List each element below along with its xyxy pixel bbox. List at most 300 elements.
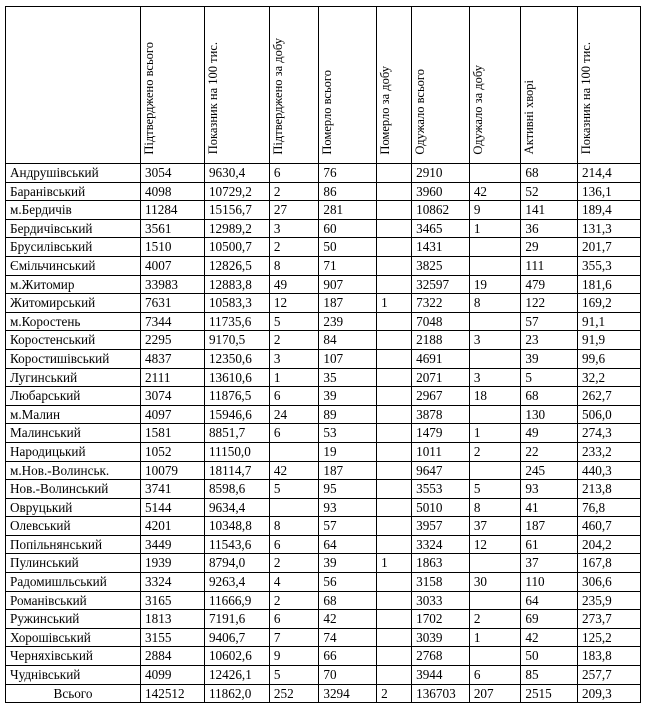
table-cell: 2884 (141, 647, 205, 666)
table-row (6, 387, 641, 406)
total-cell: 2515 (521, 684, 578, 703)
table-cell (377, 201, 412, 220)
table-cell: 1431 (412, 238, 470, 257)
table-cell: 11543,6 (204, 535, 269, 554)
table-row (6, 535, 641, 554)
table-cell (377, 256, 412, 275)
district-name-cell: Народицький (6, 442, 141, 461)
district-name-cell: Романівський (6, 591, 141, 610)
table-cell: 68 (521, 164, 578, 183)
table-cell: 2 (269, 182, 318, 201)
table-cell: 71 (319, 256, 377, 275)
table-cell (269, 442, 318, 461)
table-cell (377, 405, 412, 424)
table-cell: 1939 (141, 554, 205, 573)
table-cell: 12 (469, 535, 521, 554)
table-cell (377, 517, 412, 536)
district-name-cell: Попільнянський (6, 535, 141, 554)
table-cell: 1 (377, 294, 412, 313)
district-name-cell: м.Коростень (6, 312, 141, 331)
table-cell: 10079 (141, 461, 205, 480)
table-cell: 5 (269, 312, 318, 331)
table-cell: 7 (269, 628, 318, 647)
table-cell (377, 312, 412, 331)
table-row (6, 275, 641, 294)
table-cell: 7631 (141, 294, 205, 313)
table-cell: 3054 (141, 164, 205, 183)
table-cell: 8 (269, 256, 318, 275)
table-cell: 8 (469, 294, 521, 313)
district-name-cell: м.Нов.-Волинськ. (6, 461, 141, 480)
total-row (6, 684, 641, 703)
table-cell: 99,6 (578, 349, 641, 368)
table-cell: 1813 (141, 610, 205, 629)
table-cell: 3324 (141, 573, 205, 592)
table-row (6, 238, 641, 257)
table-cell: 39 (319, 387, 377, 406)
table-cell: 440,3 (578, 461, 641, 480)
table-row (6, 591, 641, 610)
table-cell: 1 (469, 219, 521, 238)
table-cell (377, 628, 412, 647)
table-row (6, 219, 641, 238)
table-cell (469, 405, 521, 424)
table-cell: 2188 (412, 331, 470, 350)
table-cell: 68 (521, 387, 578, 406)
table-cell: 7322 (412, 294, 470, 313)
table-cell: 23 (521, 331, 578, 350)
table-cell: 213,8 (578, 480, 641, 499)
table-row (6, 610, 641, 629)
district-name-cell: м.Малин (6, 405, 141, 424)
table-cell: 50 (319, 238, 377, 257)
table-cell: 3 (469, 331, 521, 350)
table-cell: 1 (469, 628, 521, 647)
table-cell: 6 (469, 666, 521, 685)
table-cell: 39 (521, 349, 578, 368)
district-name-cell: Коростишівський (6, 349, 141, 368)
table-cell: 12 (269, 294, 318, 313)
table-cell: 262,7 (578, 387, 641, 406)
table-cell: 52 (521, 182, 578, 201)
table-cell: 57 (319, 517, 377, 536)
table-cell: 9 (469, 201, 521, 220)
table-row (6, 182, 641, 201)
table-cell: 9647 (412, 461, 470, 480)
table-cell (377, 424, 412, 443)
total-cell: 3294 (319, 684, 377, 703)
table-cell: 3155 (141, 628, 205, 647)
table-cell: 84 (319, 331, 377, 350)
district-name-cell: Чуднівський (6, 666, 141, 685)
table-cell: 355,3 (578, 256, 641, 275)
table-cell: 2 (469, 442, 521, 461)
district-name-cell: Ружинський (6, 610, 141, 629)
table-cell: 76,8 (578, 498, 641, 517)
table-cell: 3074 (141, 387, 205, 406)
table-cell: 110 (521, 573, 578, 592)
table-cell (377, 666, 412, 685)
table-cell: 111 (521, 256, 578, 275)
table-row (6, 480, 641, 499)
table-row (6, 442, 641, 461)
table-cell: 460,7 (578, 517, 641, 536)
table-cell: 4099 (141, 666, 205, 685)
header-cell-confirmed-daily: Підтверджено за добу (269, 7, 318, 164)
table-cell: 36 (521, 219, 578, 238)
table-cell: 61 (521, 535, 578, 554)
table-cell (377, 219, 412, 238)
table-cell: 27 (269, 201, 318, 220)
table-cell: 9263,4 (204, 573, 269, 592)
table-cell: 11666,9 (204, 591, 269, 610)
table-cell: 95 (319, 480, 377, 499)
table-cell: 93 (521, 480, 578, 499)
table-cell: 3957 (412, 517, 470, 536)
table-cell: 2 (269, 331, 318, 350)
header-cell-confirmed-total: Підтверджено всього (141, 7, 205, 164)
table-cell: 10583,3 (204, 294, 269, 313)
table-cell: 64 (521, 591, 578, 610)
table-cell: 5 (469, 480, 521, 499)
table-cell: 5 (269, 666, 318, 685)
table-cell: 4201 (141, 517, 205, 536)
table-cell: 107 (319, 349, 377, 368)
table-cell: 10602,6 (204, 647, 269, 666)
table-cell: 11284 (141, 201, 205, 220)
table-cell: 5 (521, 368, 578, 387)
header-cell-recovered-daily: Одужало за добу (469, 7, 521, 164)
table-cell: 136,1 (578, 182, 641, 201)
table-cell: 5010 (412, 498, 470, 517)
table-cell (377, 573, 412, 592)
header-cell-recovered-total: Одужало всього (412, 7, 470, 164)
table-cell: 2 (269, 238, 318, 257)
table-cell (377, 349, 412, 368)
header-cell-active-rate-per-100k: Показник на 100 тис. (578, 7, 641, 164)
table-cell: 141 (521, 201, 578, 220)
table-cell: 8851,7 (204, 424, 269, 443)
table-cell: 18114,7 (204, 461, 269, 480)
table-cell: 69 (521, 610, 578, 629)
table-cell: 3825 (412, 256, 470, 275)
table-cell (469, 461, 521, 480)
table-row (6, 647, 641, 666)
table-cell: 12826,5 (204, 256, 269, 275)
table-cell: 10500,7 (204, 238, 269, 257)
table-row (6, 368, 641, 387)
district-name-cell: Лугинський (6, 368, 141, 387)
table-cell (377, 480, 412, 499)
district-name-cell: Олевський (6, 517, 141, 536)
table-cell: 15156,7 (204, 201, 269, 220)
header-cell-district (6, 7, 141, 164)
table-cell: 32,2 (578, 368, 641, 387)
district-name-cell: Брусилівський (6, 238, 141, 257)
table-cell: 1479 (412, 424, 470, 443)
table-cell: 1052 (141, 442, 205, 461)
table-cell: 53 (319, 424, 377, 443)
table-cell: 3741 (141, 480, 205, 499)
table-cell (377, 164, 412, 183)
table-cell (377, 368, 412, 387)
table-cell: 86 (319, 182, 377, 201)
table-cell: 2910 (412, 164, 470, 183)
total-cell: 136703 (412, 684, 470, 703)
table-cell: 257,7 (578, 666, 641, 685)
table-cell: 11735,6 (204, 312, 269, 331)
table-cell (469, 554, 521, 573)
table-cell: 181,6 (578, 275, 641, 294)
table-cell: 13610,6 (204, 368, 269, 387)
table-cell: 6 (269, 610, 318, 629)
table-row (6, 517, 641, 536)
district-name-cell: Овруцький (6, 498, 141, 517)
table-row (6, 312, 641, 331)
table-cell: 91,9 (578, 331, 641, 350)
district-name-cell: Нов.-Волинський (6, 480, 141, 499)
table-row (6, 424, 641, 443)
table-cell: 4837 (141, 349, 205, 368)
table-cell: 187 (319, 294, 377, 313)
table-cell: 6 (269, 164, 318, 183)
table-row (6, 666, 641, 685)
table-cell: 3039 (412, 628, 470, 647)
table-cell (469, 312, 521, 331)
table-row (6, 461, 641, 480)
table-cell: 1011 (412, 442, 470, 461)
table-cell: 30 (469, 573, 521, 592)
total-cell: 209,3 (578, 684, 641, 703)
table-cell: 12883,8 (204, 275, 269, 294)
table-cell: 306,6 (578, 573, 641, 592)
table-cell (469, 238, 521, 257)
table-cell: 8 (469, 498, 521, 517)
table-cell: 125,2 (578, 628, 641, 647)
table-cell: 4098 (141, 182, 205, 201)
table-cell: 12426,1 (204, 666, 269, 685)
table-cell: 9634,4 (204, 498, 269, 517)
table-cell: 19 (469, 275, 521, 294)
table-cell: 11876,5 (204, 387, 269, 406)
table-cell: 35 (319, 368, 377, 387)
table-cell: 3165 (141, 591, 205, 610)
table-cell: 10348,8 (204, 517, 269, 536)
table-cell: 64 (319, 535, 377, 554)
district-name-cell: Радомишльський (6, 573, 141, 592)
table-cell: 169,2 (578, 294, 641, 313)
table-cell: 479 (521, 275, 578, 294)
district-name-cell: Пулинський (6, 554, 141, 573)
table-cell (377, 331, 412, 350)
table-cell: 6 (269, 424, 318, 443)
table-row (6, 331, 641, 350)
table-cell: 3 (269, 349, 318, 368)
header-cell-deaths-daily: Померло за добу (377, 7, 412, 164)
table-row (6, 628, 641, 647)
table-cell (469, 591, 521, 610)
table-cell: 8 (269, 517, 318, 536)
table-cell: 41 (521, 498, 578, 517)
table-cell: 5144 (141, 498, 205, 517)
table-cell: 1 (469, 424, 521, 443)
table-cell: 183,8 (578, 647, 641, 666)
table-cell: 3 (469, 368, 521, 387)
table-row (6, 554, 641, 573)
table-cell: 8794,0 (204, 554, 269, 573)
district-name-cell: Любарський (6, 387, 141, 406)
total-cell: 2 (377, 684, 412, 703)
table-cell: 50 (521, 647, 578, 666)
table-cell: 2768 (412, 647, 470, 666)
table-cell: 74 (319, 628, 377, 647)
table-row (6, 349, 641, 368)
district-name-cell: м.Житомир (6, 275, 141, 294)
table-cell: 93 (319, 498, 377, 517)
table-cell: 8598,6 (204, 480, 269, 499)
table-cell: 2111 (141, 368, 205, 387)
table-cell: 3 (269, 219, 318, 238)
table-cell: 2 (469, 610, 521, 629)
table-cell: 7191,6 (204, 610, 269, 629)
district-name-cell: Ємільчинський (6, 256, 141, 275)
table-cell: 3561 (141, 219, 205, 238)
table-cell: 3944 (412, 666, 470, 685)
table-cell: 5 (269, 480, 318, 499)
table-cell: 3449 (141, 535, 205, 554)
table-cell: 130 (521, 405, 578, 424)
table-cell: 131,3 (578, 219, 641, 238)
table-cell: 189,4 (578, 201, 641, 220)
table-cell: 1863 (412, 554, 470, 573)
table-cell: 37 (469, 517, 521, 536)
table-cell: 29 (521, 238, 578, 257)
table-cell: 235,9 (578, 591, 641, 610)
table-cell: 37 (521, 554, 578, 573)
table-cell: 907 (319, 275, 377, 294)
table-cell: 4007 (141, 256, 205, 275)
table-cell: 6 (269, 535, 318, 554)
district-name-cell: Малинський (6, 424, 141, 443)
table-cell: 245 (521, 461, 578, 480)
table-cell: 3553 (412, 480, 470, 499)
table-row (6, 498, 641, 517)
table-cell: 3465 (412, 219, 470, 238)
total-cell: 142512 (141, 684, 205, 703)
table-cell: 76 (319, 164, 377, 183)
table-cell (377, 535, 412, 554)
table-cell: 6 (269, 387, 318, 406)
header-cell-active: Активні хворі (521, 7, 578, 164)
table-cell: 42 (269, 461, 318, 480)
table-cell: 3960 (412, 182, 470, 201)
table-cell: 24 (269, 405, 318, 424)
table-row (6, 201, 641, 220)
table-cell (377, 442, 412, 461)
table-header (6, 7, 641, 164)
table-cell: 33983 (141, 275, 205, 294)
table-cell (469, 256, 521, 275)
district-name-cell: Баранівський (6, 182, 141, 201)
table-cell: 42 (521, 628, 578, 647)
table-cell: 19 (319, 442, 377, 461)
total-label: Всього (6, 684, 141, 703)
table-cell: 239 (319, 312, 377, 331)
table-cell (469, 647, 521, 666)
table-cell: 49 (269, 275, 318, 294)
table-cell: 39 (319, 554, 377, 573)
table-cell: 1 (377, 554, 412, 573)
table-cell: 3324 (412, 535, 470, 554)
table-body (6, 164, 641, 685)
table-cell: 60 (319, 219, 377, 238)
table-cell: 233,2 (578, 442, 641, 461)
table-cell: 32597 (412, 275, 470, 294)
table-cell (377, 591, 412, 610)
table-cell: 1 (269, 368, 318, 387)
table-cell: 11150,0 (204, 442, 269, 461)
table-row (6, 405, 641, 424)
table-cell: 3158 (412, 573, 470, 592)
district-name-cell: Бердичівський (6, 219, 141, 238)
table-cell: 4691 (412, 349, 470, 368)
table-cell: 10862 (412, 201, 470, 220)
table-cell: 3878 (412, 405, 470, 424)
table-cell: 9 (269, 647, 318, 666)
table-cell: 49 (521, 424, 578, 443)
table-cell: 12989,2 (204, 219, 269, 238)
table-cell: 274,3 (578, 424, 641, 443)
table-row (6, 294, 641, 313)
table-cell: 57 (521, 312, 578, 331)
table-cell: 7048 (412, 312, 470, 331)
district-name-cell: Коростенський (6, 331, 141, 350)
table-cell: 7344 (141, 312, 205, 331)
table-cell (469, 164, 521, 183)
table-cell: 85 (521, 666, 578, 685)
table-cell: 122 (521, 294, 578, 313)
table-cell: 201,7 (578, 238, 641, 257)
district-name-cell: Андрушівський (6, 164, 141, 183)
table-cell (377, 498, 412, 517)
table-cell: 22 (521, 442, 578, 461)
table-cell: 2295 (141, 331, 205, 350)
table-cell (377, 610, 412, 629)
total-cell: 11862,0 (204, 684, 269, 703)
table-cell: 187 (521, 517, 578, 536)
table-cell: 214,4 (578, 164, 641, 183)
table-cell: 10729,2 (204, 182, 269, 201)
table-cell: 68 (319, 591, 377, 610)
header-cell-deaths-total: Померло всього (319, 7, 377, 164)
table-cell: 204,2 (578, 535, 641, 554)
table-cell: 3033 (412, 591, 470, 610)
table-cell: 1702 (412, 610, 470, 629)
table-cell: 9406,7 (204, 628, 269, 647)
table-cell: 18 (469, 387, 521, 406)
table-cell: 9630,4 (204, 164, 269, 183)
table-cell: 2 (269, 554, 318, 573)
table-cell: 12350,6 (204, 349, 269, 368)
table-cell: 2 (269, 591, 318, 610)
table-cell (377, 238, 412, 257)
table-cell: 1581 (141, 424, 205, 443)
table-cell: 15946,6 (204, 405, 269, 424)
table-row (6, 164, 641, 183)
table-cell: 66 (319, 647, 377, 666)
table-cell: 42 (469, 182, 521, 201)
table-cell: 9170,5 (204, 331, 269, 350)
